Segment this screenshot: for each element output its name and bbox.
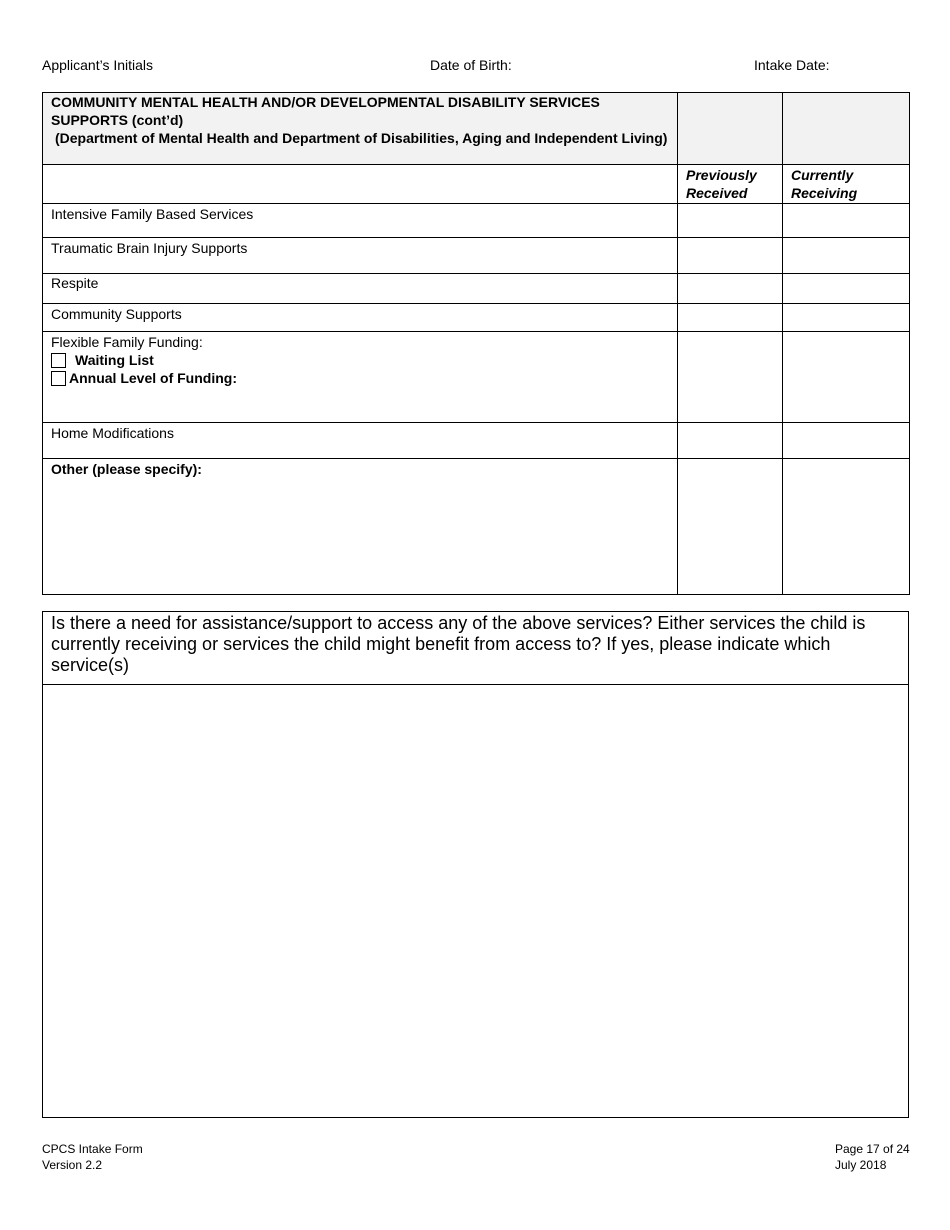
service-label [43,274,678,304]
previously-received-cell[interactable] [678,423,783,459]
form-version: Version 2.2 [42,1158,103,1172]
form-name: CPCS Intake Form [42,1142,143,1156]
footer-left [42,1141,143,1173]
footer-right [835,1141,910,1173]
currently-receiving-cell[interactable] [783,423,910,459]
flexible-funding-cell [43,332,678,423]
service-label: Intensive Family Based Services [43,204,678,238]
page-number: Page 17 of 24 [835,1142,910,1156]
previously-received-cell[interactable] [678,304,783,332]
previously-received-cell[interactable] [678,204,783,238]
assistance-need-answer-cell [43,685,909,1118]
waiting-list-option [51,351,669,369]
table-row [43,274,910,304]
title-blank-cell [678,93,783,165]
table-row [43,423,910,459]
annual-funding-checkbox[interactable] [51,371,66,386]
waiting-list-checkbox[interactable] [51,353,66,368]
header-blank-cell [43,165,678,204]
date-of-birth-label: Date of Birth: [430,57,512,73]
currently-receiving-cell[interactable] [783,274,910,304]
assistance-need-question: Is there a need for assistance/support to access any of the above services? Either services the child is currently receiving or services the child might benefit from access to? If yes, please indicate which service(s) [43,612,909,685]
currently-receiving-cell[interactable] [783,459,910,595]
currently-receiving-cell[interactable] [783,204,910,238]
column-header-row [43,165,910,204]
other-specify-label[interactable]: Other (please specify): [43,459,678,595]
services-title-cell [43,93,678,165]
services-title: COMMUNITY MENTAL HEALTH AND/OR DEVELOPMENTAL DISABILITY SERVICES SUPPORTS (cont’d) [51,94,600,128]
question-row [43,612,909,685]
service-label: Traumatic Brain Injury Supports [43,238,678,274]
table-row [43,304,910,332]
title-blank-cell [783,93,910,165]
applicant-initials-label: Applicant’s Initials [42,57,154,73]
currently-receiving-cell[interactable] [783,238,910,274]
currently-receiving-cell[interactable] [783,332,910,423]
annual-funding-option [51,369,669,387]
previously-received-cell[interactable] [678,274,783,304]
assistance-need-answer-field[interactable] [43,685,908,1117]
previously-received-header: Previously Received [678,165,783,204]
waiting-list-label: Waiting List [75,352,154,368]
annual-funding-label: Annual Level of Funding: [69,370,237,386]
answer-row [43,685,909,1118]
services-table [42,92,910,595]
service-label: Community Supports [43,304,678,332]
assistance-need-table [42,611,909,1118]
table-row [43,332,910,423]
intake-date-label: Intake Date: [754,57,830,73]
previously-received-cell[interactable] [678,332,783,423]
form-date: July 2018 [835,1158,887,1172]
services-subtitle: (Department of Mental Health and Department of Disabilities, Aging and Independent Living) [55,130,668,146]
respite-label: Respite [51,275,99,291]
currently-receiving-header: Currently Receiving [783,165,910,204]
currently-receiving-cell[interactable] [783,304,910,332]
service-label: Home Modifications [43,423,678,459]
table-row [43,204,910,238]
previously-received-cell[interactable] [678,459,783,595]
services-title-row [43,93,910,165]
flexible-funding-label: Flexible Family Funding: [51,334,203,350]
table-row [43,238,910,274]
table-row [43,459,910,595]
previously-received-cell[interactable] [678,238,783,274]
